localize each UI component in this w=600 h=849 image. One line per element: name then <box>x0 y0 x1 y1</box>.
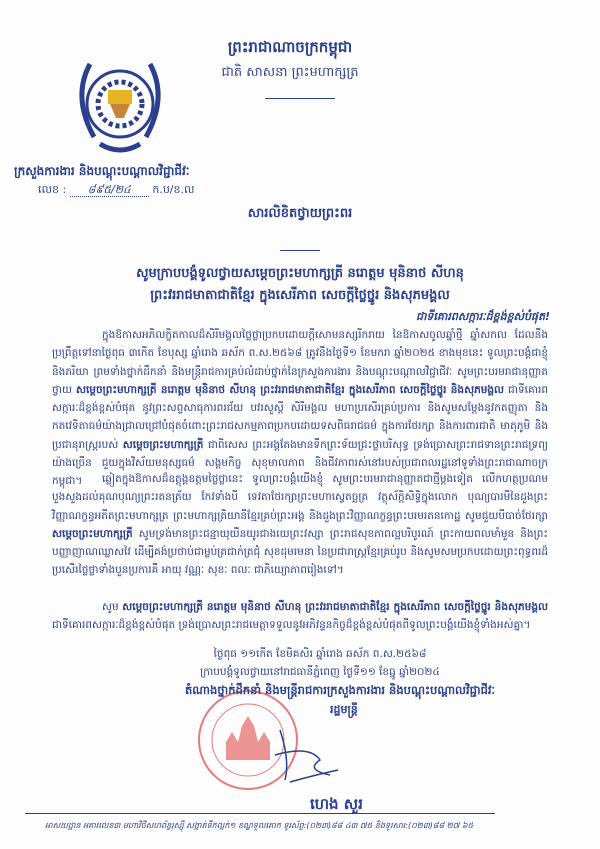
number-suffix: ក.ប/ខ.ល <box>152 183 195 196</box>
heading-line-1: សូមក្រាបបង្គំទូលថ្វាយសម្តេចព្រះមហាក្សត្រី នរោត្តម មុនិនាថ សីហនុ <box>136 266 464 281</box>
salutation: ជាទីគោរពសក្ការៈដ៏ខ្ពង់ខ្ពស់បំផុត! <box>415 310 550 323</box>
ministry-name: ក្រសួងការងារ និងបណ្តុះបណ្តាលវិជ្ជាជីវៈ <box>14 164 190 178</box>
reference-number <box>38 183 194 199</box>
signatory-title: តំណាងថ្នាក់ដឹកនាំ និងមន្ត្រីរាជការក្រសួងការងារ និងបណ្តុះបណ្តាលវិជ្ជាជីវៈ <box>184 683 496 697</box>
p1-text-b: ជាទីគោរពសក្ការៈដ៏ខ្ពង់ខ្ពស់បំផុត នូវព្រះសព្ទសាធុការពរជ័យ បវរសួស្តី សិរីមង្គល មហាប្រសើរគ្រប់ប្រការ និងសូមសម្តែងនូវកតញ្ញុតា និងកតវេទិតាធម៌យ៉ាងជ្រាលជ្រៅបំផុតចំពោះព្រះរាជសកម្មភាពប្រកបដោយទសពិធរាជធម៌ ក្នុងការថែរក្សា និងការពារជាតិ មាតុភូមិ និងប្រជានុរាស្ត្ររបស់ <box>52 383 549 451</box>
heading-line-2: ព្រះវររាជមាតាជាតិខ្មែរ ក្នុងសេរីភាព សេចក្តីថ្លៃថ្នូរ និងសុភមង្គល <box>150 288 450 303</box>
number-value: ៨៩៥/២៤ <box>70 183 149 197</box>
footer-address: អាសយដ្ឋាន អគារលេខ៣ មហាវិថីសហព័ន្ធរុស្ស៊ី សង្កាត់ទឹកល្អក់១ ខណ្ឌទួលគោក ទូរស័ព្ទ:(០២៣)៨៨ ៤៣ ៧៥ និងទូរសារ:(០២៣)៨៨ ២៧ ៦៥ <box>45 821 474 830</box>
kingdom-name: ព្រះរាជាណាចក្រកម្ពុជា <box>227 38 353 56</box>
lunar-date: ថ្ងៃពុធ ១១កើត ខែមិគសិរ ឆ្នាំរោង ឆស័ក ព.ស.២៥៦៨ <box>213 648 427 660</box>
paragraph-1 <box>52 326 548 491</box>
p1-bold-queen: សម្តេចព្រះមហាក្សត្រី <box>122 438 204 451</box>
p2-bold-queen: សម្តេចព្រះមហាក្សត្រី <box>52 527 133 540</box>
p3-text-b: ជាទីគោរពសក្ការៈដ៏ខ្ពង់ខ្ពស់បំផុត ទ្រង់ប្រោសព្រះរាជមេត្តាទទួលនូវអភិវន្ទនកិច្ចដ៏ខ្ពង់ខ្ពស់បំផុតពីទូលព្រះបង្គំយើងខ្ញុំទាំងអស់គ្នា។ <box>52 619 531 632</box>
national-motto: ជាតិ សាសនា ព្រះមហាក្សត្រ <box>221 65 359 80</box>
p1-text-c: ជាពិសេស ព្រះអង្គតែងមានទឹកព្រះទ័យជ្រះថ្លាបរិសុទ្ធ ទ្រង់ប្រោសព្រះរាជទានព្រះរាជទ្រព្យយ៉ាងច្រើន ជួយក្នុងវិស័យមនុស្សធម៌ សង្គមកិច្ច សុខុមាលភាព និងជីវភាពរស់នៅរបស់ប្រជាពលរដ្ឋនៅទូទាំងព្រះរាជាណាចក្រកម្ពុជា។ <box>52 438 548 488</box>
solar-date: ក្រាបបង្គំទូលថ្វាយនៅរាជធានីភ្នំពេញ ថ្ងៃទី១១ ខែធ្នូ ឆ្នាំ២០២៤ <box>200 666 440 678</box>
paragraph-2 <box>52 470 548 580</box>
divider <box>265 98 335 99</box>
p2-text-b: សូមទ្រង់មានព្រះជន្មាយុយឺនយូរជាងយេព្រះវស្សា ព្រះរាជសុខភាពល្អបរិបូរណ៍ ព្រះកាយពលមាំមួន និងព្រះបញ្ញាញាណឈ្លាសវៃ ដើម្បីគង់ប្រថាប់ជាម្លប់ត្រជាក់ត្រជុំ សុខដុមរមនា នៃប្រជារាស្ត្រខ្មែរគ្រប់រូប និងសូមសមប្រកបដោយព្រះពុទ្ធពរដ៏ប្រសើរថ្លៃថ្លាទាំងបួនប្រការគឺ អាយុ វណ្ណៈ សុខៈ ពលៈ ជាភិយ្យោភាពរៀងទៅ។ <box>52 527 548 577</box>
number-label: លេខ : <box>38 183 67 196</box>
p1-bold-title: សម្តេចព្រះមហាក្សត្រី នរោត្តម មុនិនាថ សីហនុ ព្រះវររាជមាតាជាតិខ្មែរ ក្នុងសេរីភាព សេចក្តីថ្លៃថ្នូរ និងសុភមង្គល <box>75 383 505 396</box>
p1-text: ក្នុងឱកាសអភិលក្ខិតកាលដ៏សិរីមង្គលថ្លៃថ្លាប្រកបដោយក្តីសោមនស្សរីករាយ នៃឱកាសចូលឆ្នាំថ្មី ឆ្នាំសកល ដែលនឹងប្រព្រឹត្តទៅនាថ្ងៃពុធ ៣កើត ខែបុស្ស ឆ្នាំរោង ឆស័ក ព.ស.២៥៦៨ ត្រូវនឹងថ្ងៃទី១ ខែមករា ឆ្នាំ២០២៥ ខាងមុខនេះ ទូលព្រះបង្គំជាខ្ញុំ និងភរិយា ព្រមទាំងថ្នាក់ដឹកនាំ និងមន្ត្រីរាជការគ្រប់លំដាប់ថ្នាក់នៃក្រសួងការងារ និងបណ្តុះបណ្តាលវិជ្ជាជីវៈ សូមព្រះបរមរាជានុញ្ញាតថ្វាយ <box>52 329 548 396</box>
signatory-role: រដ្ឋមន្ត្រី <box>330 703 358 716</box>
divider <box>280 250 320 251</box>
document-title: សារលិខិតថ្វាយព្រះពរ <box>247 206 353 221</box>
paragraph-3 <box>52 598 548 635</box>
handwritten-signature <box>270 720 340 790</box>
p3-bold-title: សម្តេចព្រះមហាក្សត្រី នរោត្តម មុនិនាថ សីហនុ ព្រះវររាជមាតាជាតិខ្មែរ ក្នុងសេរីភាព សេចក្តីថ្លៃថ្នូរ និងសុភមង្គល <box>122 601 549 613</box>
footer-rule <box>25 813 495 814</box>
signatory-name: ហេង សួរ <box>310 795 363 813</box>
p2-text: ឆ្លៀតក្នុងឱកាសដ៏ឧត្តុង្គឧត្តមថ្លៃថ្លានេះ ទូលព្រះបង្គំយើងខ្ញុំ សូមព្រះបរមរាជានុញ្ញាតជាថ្មីម្តងទៀត លើកហត្ថប្រណមបួងសួងដល់គុណបុណ្យព្រះរតនត្រ័យ កែវទាំងបី ទេវតាថែរក្សាព្រះមហាស្វេតច្ឆត្រ វត្ថុស័ក្តិសិទ្ធិក្នុងលោក បុណ្យបារមីនៃដួងព្រះវិញ្ញាណក្ខន្ធអតីតព្រះមហាក្សត្រ ព្រះមហាក្សត្រិយានីខ្មែរគ្រប់ព្រះអង្គ និងដួងព្រះវិញ្ញាណក្ខន្ធព្រះបរមរតនកោដ្ឋ សូមជួយបីបាច់ថែរក្សា <box>52 473 548 522</box>
ministry-logo <box>72 52 168 162</box>
p3-text: សូម <box>102 601 119 613</box>
